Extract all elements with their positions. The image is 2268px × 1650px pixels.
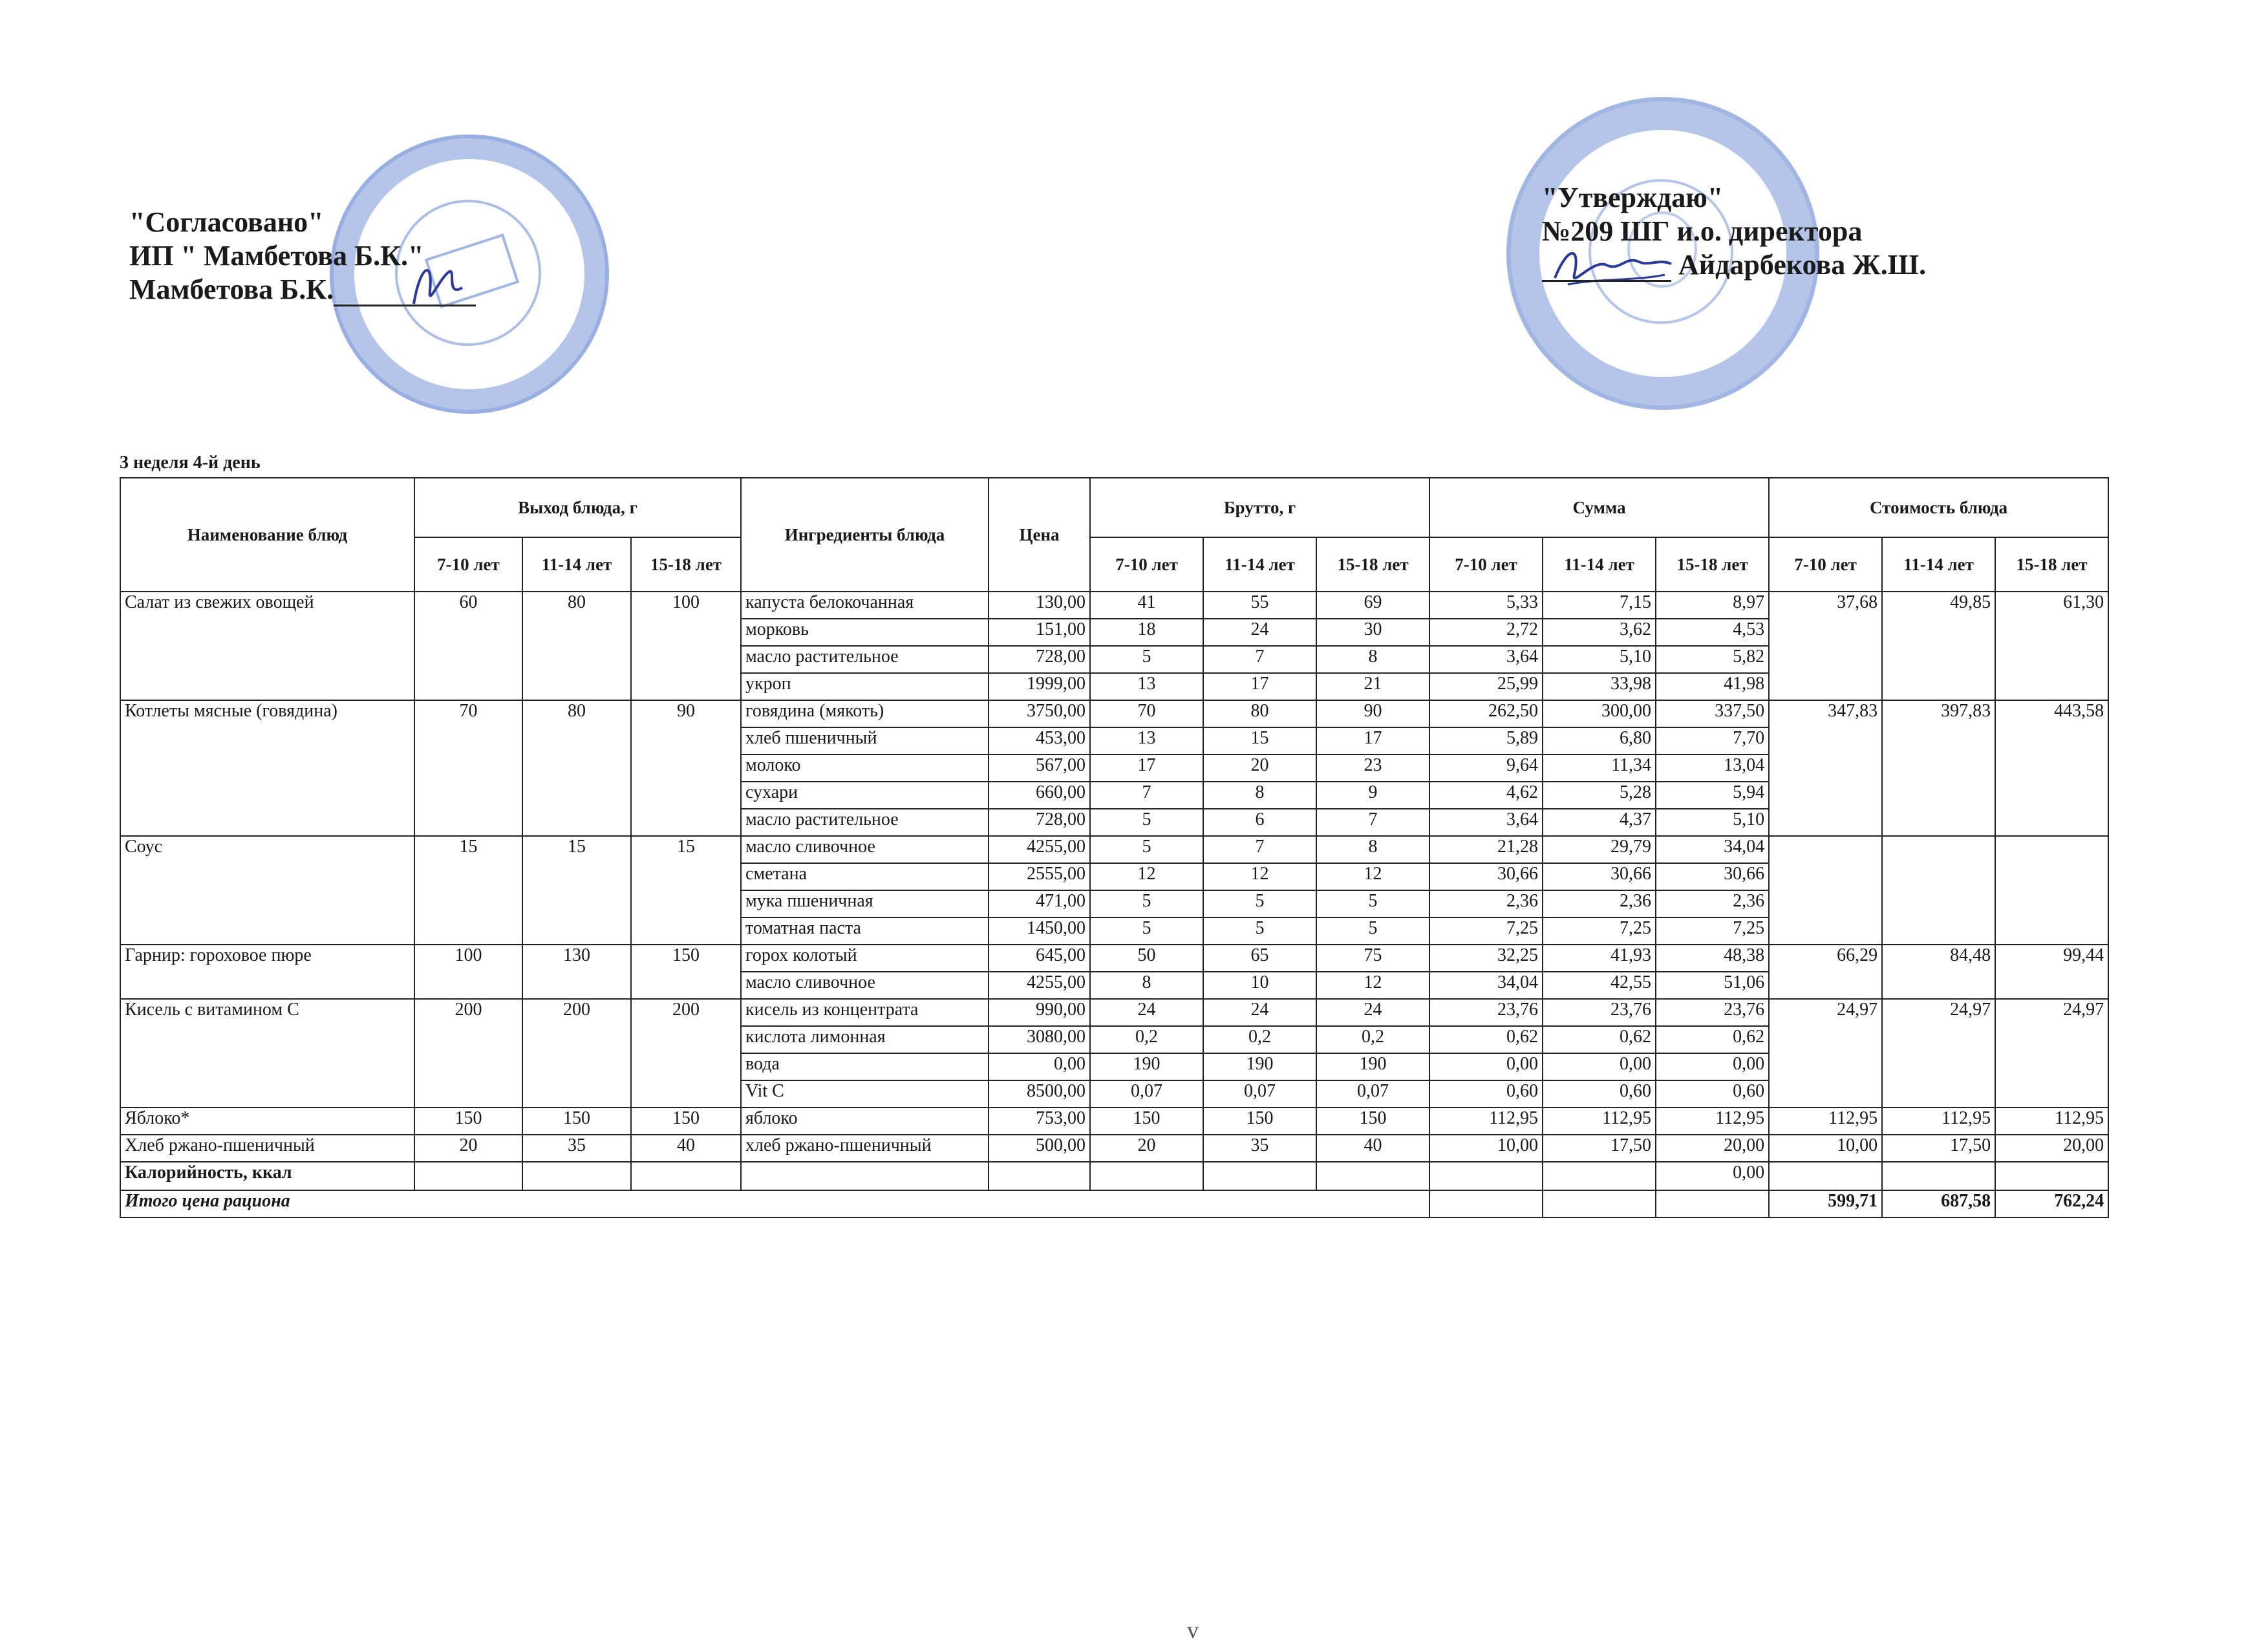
ingredient-sum: 34,04: [1429, 972, 1543, 999]
calories-row: [120, 1162, 2108, 1190]
signature-line: [1542, 280, 1671, 282]
ingredient-sum: 7,25: [1429, 917, 1543, 945]
ingredient-brutto: 7: [1316, 809, 1429, 836]
ingredient-brutto: 17: [1316, 727, 1429, 755]
ingredient-brutto: 80: [1203, 700, 1316, 727]
ingredient-sum: 23,76: [1656, 999, 1769, 1026]
empty-cell: [1543, 1162, 1656, 1190]
header-sum: Сумма: [1429, 478, 1769, 537]
ingredient-price: 1999,00: [989, 673, 1090, 700]
ingredient-price: 8500,00: [989, 1080, 1090, 1108]
header-age: 11-14 лет: [1203, 537, 1316, 592]
ingredient-sum: 2,36: [1429, 890, 1543, 917]
dish-cost: 61,30: [1995, 592, 2108, 700]
header-brutto: Брутто, г: [1090, 478, 1429, 537]
table-row: [120, 1108, 2108, 1135]
ingredient-sum: 48,38: [1656, 945, 1769, 972]
ingredient-brutto: 69: [1316, 592, 1429, 619]
ingredient-brutto: 8: [1090, 972, 1203, 999]
ingredient-sum: 112,95: [1543, 1108, 1656, 1135]
dish-cost: 112,95: [1995, 1108, 2108, 1135]
ingredient-name: мука пшеничная: [741, 890, 989, 917]
ingredient-name: укроп: [741, 673, 989, 700]
menu-table-body: [120, 592, 2108, 1217]
ingredient-brutto: 12: [1316, 863, 1429, 890]
ingredient-price: 471,00: [989, 890, 1090, 917]
ingredient-sum: 0,00: [1429, 1053, 1543, 1080]
dish-cost: 37,68: [1769, 592, 1882, 700]
ingredient-sum: 5,33: [1429, 592, 1543, 619]
agreement-title: "Согласовано": [129, 206, 324, 238]
ingredient-brutto: 150: [1203, 1108, 1316, 1135]
total-value: 599,71: [1769, 1190, 1882, 1217]
ingredient-brutto: 5: [1090, 917, 1203, 945]
ingredient-price: 728,00: [989, 646, 1090, 673]
empty-cell: [414, 1162, 522, 1190]
ingredient-sum: 0,60: [1429, 1080, 1543, 1108]
dish-output: 15: [522, 836, 631, 945]
ingredient-name: морковь: [741, 619, 989, 646]
ingredient-sum: 4,37: [1543, 809, 1656, 836]
ingredient-sum: 3,64: [1429, 646, 1543, 673]
ingredient-brutto: 5: [1090, 836, 1203, 863]
ingredient-brutto: 13: [1090, 727, 1203, 755]
ingredient-sum: 20,00: [1656, 1135, 1769, 1162]
agreement-org: ИП " Мамбетова Б.К.": [129, 240, 424, 272]
ingredient-name: масло сливочное: [741, 972, 989, 999]
header-cost: Стоимость блюда: [1769, 478, 2108, 537]
empty-cell: [1429, 1190, 1543, 1217]
ingredient-price: 130,00: [989, 592, 1090, 619]
dish-cost: [1882, 836, 1995, 945]
ingredient-name: масло растительное: [741, 646, 989, 673]
ingredient-sum: 0,60: [1656, 1080, 1769, 1108]
ingredient-price: 645,00: [989, 945, 1090, 972]
ingredient-brutto: 0,2: [1203, 1026, 1316, 1053]
dish-cost: 49,85: [1882, 592, 1995, 700]
header-age: 15-18 лет: [1656, 537, 1769, 592]
header-age: 7-10 лет: [1769, 537, 1882, 592]
ingredient-brutto: 41: [1090, 592, 1203, 619]
ingredient-brutto: 12: [1090, 863, 1203, 890]
dish-cost: [1995, 836, 2108, 945]
ingredient-brutto: 70: [1090, 700, 1203, 727]
ingredient-sum: 9,64: [1429, 755, 1543, 782]
ingredient-price: 4255,00: [989, 836, 1090, 863]
ingredient-brutto: 24: [1203, 619, 1316, 646]
ingredient-price: 3080,00: [989, 1026, 1090, 1053]
dish-output: 80: [522, 700, 631, 836]
empty-cell: [631, 1162, 741, 1190]
dish-output: 100: [631, 592, 741, 700]
ingredient-sum: 23,76: [1429, 999, 1543, 1026]
ingredient-sum: 30,66: [1656, 863, 1769, 890]
ingredient-brutto: 6: [1203, 809, 1316, 836]
ingredient-brutto: 12: [1203, 863, 1316, 890]
ingredient-price: 500,00: [989, 1135, 1090, 1162]
ingredient-brutto: 150: [1316, 1108, 1429, 1135]
ingredient-sum: 7,25: [1543, 917, 1656, 945]
ingredient-sum: 33,98: [1543, 673, 1656, 700]
ingredient-sum: 262,50: [1429, 700, 1543, 727]
ingredient-sum: 0,00: [1656, 1053, 1769, 1080]
ingredient-sum: 7,25: [1656, 917, 1769, 945]
empty-cell: [1995, 1162, 2108, 1190]
ingredient-sum: 3,62: [1543, 619, 1656, 646]
ingredient-brutto: 7: [1090, 782, 1203, 809]
ingredient-brutto: 55: [1203, 592, 1316, 619]
header-age: 7-10 лет: [414, 537, 522, 592]
table-row: [120, 945, 2108, 972]
dish-output: 15: [414, 836, 522, 945]
ingredient-price: 753,00: [989, 1108, 1090, 1135]
ingredient-name: сметана: [741, 863, 989, 890]
ingredient-brutto: 35: [1203, 1135, 1316, 1162]
ingredient-sum: 4,62: [1429, 782, 1543, 809]
ingredient-sum: 11,34: [1543, 755, 1656, 782]
dish-name: Кисель с витамином С: [120, 999, 414, 1108]
ingredient-price: 567,00: [989, 755, 1090, 782]
dish-name: Салат из свежих овощей: [120, 592, 414, 700]
empty-cell: [1769, 1162, 1882, 1190]
table-row: [120, 999, 2108, 1026]
ingredient-sum: 5,94: [1656, 782, 1769, 809]
ingredient-brutto: 50: [1090, 945, 1203, 972]
ingredient-sum: 2,36: [1543, 890, 1656, 917]
ingredient-name: Vit C: [741, 1080, 989, 1108]
ingredient-brutto: 20: [1090, 1135, 1203, 1162]
ingredient-name: капуста белокочанная: [741, 592, 989, 619]
ingredient-sum: 51,06: [1656, 972, 1769, 999]
dish-output: 150: [631, 945, 741, 999]
ingredient-brutto: 150: [1090, 1108, 1203, 1135]
dish-cost: 24,97: [1882, 999, 1995, 1108]
dish-cost: 17,50: [1882, 1135, 1995, 1162]
ingredient-brutto: 7: [1203, 836, 1316, 863]
ingredient-sum: 34,04: [1656, 836, 1769, 863]
ingredient-brutto: 0,07: [1316, 1080, 1429, 1108]
ingredient-sum: 30,66: [1429, 863, 1543, 890]
ingredient-brutto: 5: [1203, 917, 1316, 945]
agreement-signer: Мамбетова Б.К.: [129, 273, 334, 305]
ingredient-sum: 112,95: [1656, 1108, 1769, 1135]
ingredient-brutto: 8: [1316, 646, 1429, 673]
ingredient-brutto: 20: [1203, 755, 1316, 782]
ingredient-sum: 13,04: [1656, 755, 1769, 782]
approval-block: [1542, 181, 1926, 282]
ingredient-name: томатная паста: [741, 917, 989, 945]
table-row: [120, 836, 2108, 863]
ingredient-brutto: 190: [1090, 1053, 1203, 1080]
week-day-label: 3 неделя 4-й день: [120, 453, 261, 473]
dish-cost: 66,29: [1769, 945, 1882, 999]
dish-output: 150: [631, 1108, 741, 1135]
total-value: 687,58: [1882, 1190, 1995, 1217]
header-age: 7-10 лет: [1429, 537, 1543, 592]
ingredient-brutto: 5: [1090, 809, 1203, 836]
ingredient-sum: 32,25: [1429, 945, 1543, 972]
signature-line: [334, 305, 476, 306]
ingredient-name: масло растительное: [741, 809, 989, 836]
empty-cell: [1543, 1190, 1656, 1217]
dish-cost: 20,00: [1995, 1135, 2108, 1162]
dish-output: 150: [414, 1108, 522, 1135]
ingredient-brutto: 190: [1203, 1053, 1316, 1080]
dish-cost: 99,44: [1995, 945, 2108, 999]
dish-name: Хлеб ржано-пшеничный: [120, 1135, 414, 1162]
dish-output: 35: [522, 1135, 631, 1162]
dish-cost: 24,97: [1995, 999, 2108, 1108]
ingredient-sum: 7,70: [1656, 727, 1769, 755]
ingredient-brutto: 21: [1316, 673, 1429, 700]
ingredient-sum: 300,00: [1543, 700, 1656, 727]
ingredient-sum: 337,50: [1656, 700, 1769, 727]
ingredient-sum: 10,00: [1429, 1135, 1543, 1162]
ingredient-name: хлеб пшеничный: [741, 727, 989, 755]
dish-cost: [1769, 836, 1882, 945]
ingredient-price: 0,00: [989, 1053, 1090, 1080]
dish-cost: 112,95: [1882, 1108, 1995, 1135]
ingredient-brutto: 18: [1090, 619, 1203, 646]
menu-table: [120, 477, 2109, 1218]
dish-output: 150: [522, 1108, 631, 1135]
dish-output: 200: [631, 999, 741, 1108]
ingredient-sum: 2,36: [1656, 890, 1769, 917]
dish-output: 60: [414, 592, 522, 700]
dish-output: 90: [631, 700, 741, 836]
ingredient-brutto: 7: [1203, 646, 1316, 673]
dish-output: 15: [631, 836, 741, 945]
header-age: 15-18 лет: [1316, 537, 1429, 592]
ingredient-sum: 8,97: [1656, 592, 1769, 619]
ingredient-sum: 17,50: [1543, 1135, 1656, 1162]
ingredient-sum: 30,66: [1543, 863, 1656, 890]
calories-sum: 0,00: [1656, 1162, 1769, 1190]
total-label: Итого цена рациона: [120, 1190, 1429, 1217]
ingredient-name: хлеб ржано-пшеничный: [741, 1135, 989, 1162]
ingredient-sum: 0,62: [1543, 1026, 1656, 1053]
dish-cost: 24,97: [1769, 999, 1882, 1108]
ingredient-brutto: 30: [1316, 619, 1429, 646]
ingredient-price: 2555,00: [989, 863, 1090, 890]
dish-name: Гарнир: гороховое пюре: [120, 945, 414, 999]
ingredient-brutto: 5: [1090, 646, 1203, 673]
total-row: [120, 1190, 2108, 1217]
dish-name: Яблоко*: [120, 1108, 414, 1135]
ingredient-name: масло сливочное: [741, 836, 989, 863]
table-row: [120, 592, 2108, 619]
ingredient-sum: 5,10: [1543, 646, 1656, 673]
dish-output: 70: [414, 700, 522, 836]
ingredient-brutto: 15: [1203, 727, 1316, 755]
header-ingredients: Ингредиенты блюда: [741, 478, 989, 592]
ingredient-sum: 0,62: [1429, 1026, 1543, 1053]
ingredient-sum: 21,28: [1429, 836, 1543, 863]
ingredient-sum: 0,00: [1543, 1053, 1656, 1080]
ingredient-brutto: 24: [1203, 999, 1316, 1026]
dish-cost: 10,00: [1769, 1135, 1882, 1162]
ingredient-brutto: 0,2: [1090, 1026, 1203, 1053]
header-age: 11-14 лет: [522, 537, 631, 592]
dish-cost: 443,58: [1995, 700, 2108, 836]
header-price: Цена: [989, 478, 1090, 592]
ingredient-sum: 5,10: [1656, 809, 1769, 836]
empty-cell: [1656, 1190, 1769, 1217]
ingredient-sum: 42,55: [1543, 972, 1656, 999]
ingredient-sum: 7,15: [1543, 592, 1656, 619]
dish-output: 100: [414, 945, 522, 999]
ingredient-sum: 5,89: [1429, 727, 1543, 755]
ingredient-brutto: 9: [1316, 782, 1429, 809]
ingredient-price: 151,00: [989, 619, 1090, 646]
ingredient-brutto: 0,07: [1203, 1080, 1316, 1108]
ingredient-name: сухари: [741, 782, 989, 809]
ingredient-brutto: 17: [1090, 755, 1203, 782]
ingredient-sum: 6,80: [1543, 727, 1656, 755]
ingredient-name: горох колотый: [741, 945, 989, 972]
dish-output: 130: [522, 945, 631, 999]
dish-name: Котлеты мясные (говядина): [120, 700, 414, 836]
ingredient-price: 3750,00: [989, 700, 1090, 727]
ingredient-brutto: 0,07: [1090, 1080, 1203, 1108]
ingredient-brutto: 5: [1203, 890, 1316, 917]
ingredient-brutto: 65: [1203, 945, 1316, 972]
dish-output: 20: [414, 1135, 522, 1162]
ingredient-price: 990,00: [989, 999, 1090, 1026]
ingredient-brutto: 5: [1316, 917, 1429, 945]
ingredient-sum: 5,82: [1656, 646, 1769, 673]
ingredient-brutto: 5: [1090, 890, 1203, 917]
empty-cell: [989, 1162, 1090, 1190]
ingredient-name: кисель из концентрата: [741, 999, 989, 1026]
ingredient-brutto: 23: [1316, 755, 1429, 782]
ingredient-brutto: 24: [1316, 999, 1429, 1026]
empty-cell: [741, 1162, 989, 1190]
table-row: [120, 700, 2108, 727]
ingredient-brutto: 8: [1203, 782, 1316, 809]
ingredient-brutto: 40: [1316, 1135, 1429, 1162]
empty-cell: [1882, 1162, 1995, 1190]
ingredient-name: вода: [741, 1053, 989, 1080]
calories-label: Калорийность, ккал: [120, 1162, 414, 1190]
ingredient-name: кислота лимонная: [741, 1026, 989, 1053]
ingredient-sum: 41,93: [1543, 945, 1656, 972]
dish-output: 40: [631, 1135, 741, 1162]
ingredient-sum: 0,62: [1656, 1026, 1769, 1053]
ingredient-brutto: 10: [1203, 972, 1316, 999]
empty-cell: [1090, 1162, 1203, 1190]
ingredient-price: 4255,00: [989, 972, 1090, 999]
empty-cell: [1316, 1162, 1429, 1190]
ingredient-sum: 25,99: [1429, 673, 1543, 700]
header-age: 15-18 лет: [1995, 537, 2108, 592]
dish-cost: 84,48: [1882, 945, 1995, 999]
empty-cell: [1429, 1162, 1543, 1190]
ingredient-brutto: 75: [1316, 945, 1429, 972]
ingredient-name: молоко: [741, 755, 989, 782]
approval-signer: Айдарбекова Ж.Ш.: [1678, 249, 1927, 281]
dish-cost: 347,83: [1769, 700, 1882, 836]
ingredient-name: говядина (мякоть): [741, 700, 989, 727]
dish-output: 80: [522, 592, 631, 700]
ingredient-sum: 29,79: [1543, 836, 1656, 863]
ingredient-brutto: 17: [1203, 673, 1316, 700]
ingredient-sum: 3,64: [1429, 809, 1543, 836]
ingredient-price: 660,00: [989, 782, 1090, 809]
dish-name: Соус: [120, 836, 414, 945]
empty-cell: [1203, 1162, 1316, 1190]
approval-org: №209 ШГ и.о. директора: [1542, 215, 1863, 247]
ingredient-sum: 4,53: [1656, 619, 1769, 646]
empty-cell: [522, 1162, 631, 1190]
ingredient-brutto: 5: [1316, 890, 1429, 917]
ingredient-sum: 2,72: [1429, 619, 1543, 646]
ingredient-sum: 5,28: [1543, 782, 1656, 809]
agreement-block: [129, 206, 476, 306]
header-age: 11-14 лет: [1543, 537, 1656, 592]
header-dish: Наименование блюд: [120, 478, 414, 592]
ingredient-brutto: 12: [1316, 972, 1429, 999]
ingredient-brutto: 90: [1316, 700, 1429, 727]
header-age: 15-18 лет: [631, 537, 741, 592]
ingredient-price: 453,00: [989, 727, 1090, 755]
ingredient-brutto: 0,2: [1316, 1026, 1429, 1053]
total-value: 762,24: [1995, 1190, 2108, 1217]
header-age: 11-14 лет: [1882, 537, 1995, 592]
dish-cost: 112,95: [1769, 1108, 1882, 1135]
ingredient-price: 1450,00: [989, 917, 1090, 945]
ingredient-sum: 41,98: [1656, 673, 1769, 700]
ingredient-brutto: 190: [1316, 1053, 1429, 1080]
bottom-mark: v: [1187, 1617, 1199, 1643]
ingredient-sum: 112,95: [1429, 1108, 1543, 1135]
approval-title: "Утверждаю": [1542, 182, 1724, 213]
ingredient-brutto: 13: [1090, 673, 1203, 700]
ingredient-sum: 0,60: [1543, 1080, 1656, 1108]
ingredient-price: 728,00: [989, 809, 1090, 836]
ingredient-name: яблоко: [741, 1108, 989, 1135]
header-output: Выход блюда, г: [414, 478, 741, 537]
table-row: [120, 1135, 2108, 1162]
header-age: 7-10 лет: [1090, 537, 1203, 592]
ingredient-sum: 23,76: [1543, 999, 1656, 1026]
dish-output: 200: [414, 999, 522, 1108]
ingredient-brutto: 8: [1316, 836, 1429, 863]
dish-cost: 397,83: [1882, 700, 1995, 836]
ingredient-brutto: 24: [1090, 999, 1203, 1026]
dish-output: 200: [522, 999, 631, 1108]
